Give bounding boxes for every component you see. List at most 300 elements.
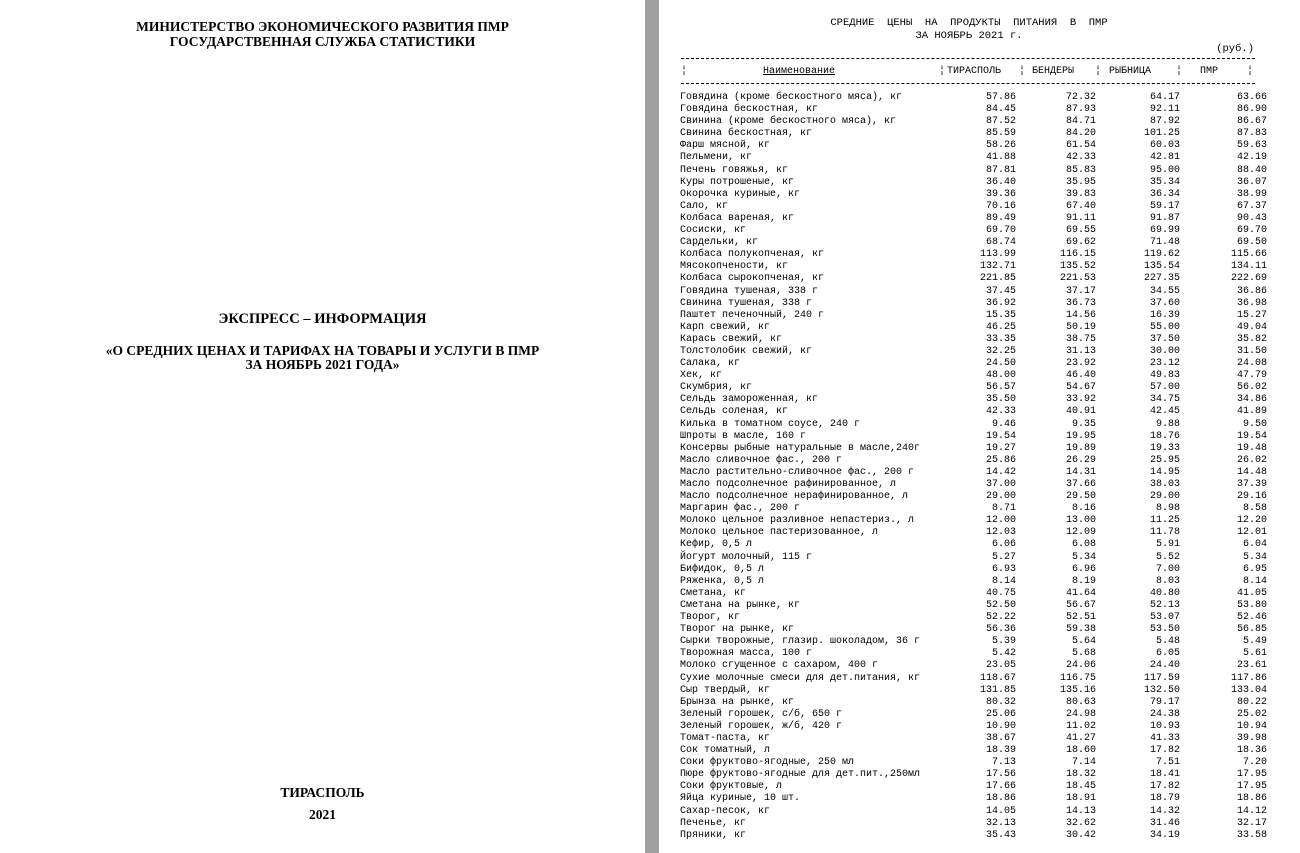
price-tiraspol: 85.59 <box>985 128 1016 140</box>
price-rybnitsa: 60.03 <box>1149 140 1180 152</box>
price-rybnitsa: 35.34 <box>1149 176 1180 188</box>
product-name: Творог, кг <box>680 612 741 624</box>
price-tiraspol: 24.50 <box>985 358 1016 370</box>
table-row <box>680 673 1267 685</box>
product-name: Говядина (кроме бескостного мяса), кг <box>680 92 903 103</box>
price-tiraspol: 19.27 <box>985 442 1016 454</box>
price-bendery: 135.52 <box>1059 261 1096 273</box>
price-rybnitsa: 7.00 <box>1155 563 1180 575</box>
table-row <box>680 419 1267 431</box>
table-row <box>680 757 1267 769</box>
table-row <box>680 116 1267 128</box>
price-bendery: 41.64 <box>1065 587 1096 599</box>
price-bendery: 18.32 <box>1065 769 1096 781</box>
price-pmr: 17.95 <box>1236 769 1267 781</box>
price-pmr: 29.16 <box>1236 491 1267 503</box>
price-rybnitsa: 69.99 <box>1149 225 1180 237</box>
table-row <box>680 298 1267 310</box>
price-tiraspol: 56.57 <box>985 382 1016 394</box>
price-rybnitsa: 42.45 <box>1149 406 1180 418</box>
table-row <box>680 697 1267 709</box>
header-separator: ¦ <box>1019 66 1026 77</box>
price-rybnitsa: 101.25 <box>1143 128 1180 140</box>
product-name: Мясокопчености, кг <box>680 261 789 273</box>
price-tiraspol: 36.40 <box>985 176 1016 188</box>
price-rybnitsa: 8.98 <box>1155 503 1180 515</box>
product-name: Творожная масса, 100 г <box>680 648 813 660</box>
price-tiraspol: 12.03 <box>985 527 1016 539</box>
price-bendery: 46.40 <box>1065 370 1096 382</box>
product-name: Хек, кг <box>680 370 723 382</box>
price-tiraspol: 14.05 <box>985 805 1016 817</box>
price-tiraspol: 5.27 <box>991 551 1016 563</box>
price-tiraspol: 132.71 <box>979 261 1016 273</box>
table-row <box>680 406 1267 418</box>
price-tiraspol: 10.90 <box>985 720 1016 732</box>
price-table-body <box>680 92 1267 842</box>
product-name: Карась свежий, кг <box>680 333 783 345</box>
product-name: Зеленый горошек, ж/б, 420 г <box>680 720 843 732</box>
col-header-name: Наименование <box>763 66 836 77</box>
price-pmr: 36.86 <box>1236 285 1267 297</box>
product-name: Свинина тушеная, 338 г <box>680 297 813 309</box>
price-tiraspol: 69.70 <box>985 225 1016 237</box>
product-name: Окорочка куриные, кг <box>680 188 801 200</box>
header-separator: ¦ <box>1176 66 1183 77</box>
header-separator: ¦ <box>1095 66 1102 77</box>
product-name: Говядина тушеная, 338 г <box>680 285 819 297</box>
product-name: Говядина бескостная, кг <box>680 104 819 116</box>
table-row <box>680 455 1267 467</box>
price-bendery: 6.08 <box>1071 539 1096 551</box>
price-pmr: 56.85 <box>1236 624 1267 636</box>
report-subtitle-line2: ЗА НОЯБРЬ 2021 ГОДА» <box>245 357 400 372</box>
price-rybnitsa: 5.91 <box>1155 539 1180 551</box>
price-tiraspol: 17.56 <box>985 769 1016 781</box>
price-pmr: 6.04 <box>1242 539 1267 551</box>
product-name: Соки фруктовые, л <box>680 781 783 793</box>
table-row <box>680 818 1267 830</box>
col-header-tiraspol: ТИРАСПОЛЬ <box>947 66 1002 77</box>
product-name: Томат-паста, кг <box>680 732 771 744</box>
price-rybnitsa: 5.48 <box>1155 636 1180 648</box>
price-pmr: 88.40 <box>1236 164 1267 176</box>
product-name: Фарш мясной, кг <box>680 140 771 152</box>
product-name: Карп свежий, кг <box>680 321 771 333</box>
price-tiraspol: 7.13 <box>991 757 1016 769</box>
price-tiraspol: 118.67 <box>979 672 1016 684</box>
price-tiraspol: 5.39 <box>991 636 1016 648</box>
price-bendery: 69.55 <box>1065 225 1096 237</box>
price-bendery: 12.09 <box>1065 527 1096 539</box>
price-pmr: 41.89 <box>1236 406 1267 418</box>
table-row <box>680 92 1267 104</box>
price-rybnitsa: 19.33 <box>1149 442 1180 454</box>
price-tiraspol: 6.93 <box>991 563 1016 575</box>
price-tiraspol: 87.52 <box>985 116 1016 128</box>
price-bendery: 14.31 <box>1065 466 1096 478</box>
price-pmr: 12.20 <box>1236 515 1267 527</box>
product-name: Пряники, кг <box>680 829 747 841</box>
price-pmr: 36.98 <box>1236 297 1267 309</box>
price-bendery: 32.62 <box>1065 817 1096 829</box>
price-pmr: 38.99 <box>1236 188 1267 200</box>
price-bendery: 8.16 <box>1071 503 1096 515</box>
price-tiraspol: 29.00 <box>985 491 1016 503</box>
price-tiraspol: 18.39 <box>985 745 1016 757</box>
table-row <box>680 479 1267 491</box>
header-bottom-rule <box>681 83 1255 84</box>
price-pmr: 35.82 <box>1236 333 1267 345</box>
price-tiraspol: 5.42 <box>991 648 1016 660</box>
table-row <box>680 249 1267 261</box>
price-pmr: 8.58 <box>1242 503 1267 515</box>
price-bendery: 18.45 <box>1065 781 1096 793</box>
price-bendery: 116.15 <box>1059 249 1096 261</box>
price-tiraspol: 6.06 <box>991 539 1016 551</box>
price-bendery: 19.89 <box>1065 442 1096 454</box>
price-bendery: 135.16 <box>1059 684 1096 696</box>
price-tiraspol: 32.13 <box>985 817 1016 829</box>
price-bendery: 67.40 <box>1065 200 1096 212</box>
price-bendery: 31.13 <box>1065 345 1096 357</box>
table-header <box>681 66 1255 80</box>
table-row <box>680 564 1267 576</box>
product-name: Колбаса вареная, кг <box>680 212 795 224</box>
price-tiraspol: 40.75 <box>985 587 1016 599</box>
product-name: Толстолобик свежий, кг <box>680 345 813 357</box>
price-bendery: 37.17 <box>1065 285 1096 297</box>
price-bendery: 91.11 <box>1065 212 1096 224</box>
price-pmr: 33.58 <box>1236 829 1267 841</box>
product-name: Йогурт молочный, 115 г <box>680 551 813 563</box>
price-pmr: 26.02 <box>1236 454 1267 466</box>
price-pmr: 47.79 <box>1236 370 1267 382</box>
table-row <box>680 806 1267 818</box>
price-rybnitsa: 117.59 <box>1143 672 1180 684</box>
product-name: Колбаса полукопченая, кг <box>680 249 825 261</box>
price-tiraspol: 8.14 <box>991 575 1016 587</box>
price-tiraspol: 8.71 <box>991 503 1016 515</box>
table-row <box>680 273 1267 285</box>
table-row <box>680 721 1267 733</box>
price-rybnitsa: 34.19 <box>1149 829 1180 841</box>
table-row <box>680 648 1267 660</box>
price-tiraspol: 36.92 <box>985 297 1016 309</box>
price-rybnitsa: 18.76 <box>1149 430 1180 442</box>
price-bendery: 29.50 <box>1065 491 1096 503</box>
price-pmr: 52.46 <box>1236 612 1267 624</box>
price-pmr: 12.01 <box>1236 527 1267 539</box>
price-bendery: 13.00 <box>1065 515 1096 527</box>
price-rybnitsa: 57.00 <box>1149 382 1180 394</box>
product-name: Печень говяжья, кг <box>680 164 789 176</box>
col-header-bendery: БЕНДЕРЫ <box>1032 66 1075 77</box>
price-rybnitsa: 16.39 <box>1149 309 1180 321</box>
price-bendery: 56.67 <box>1065 599 1096 611</box>
price-rybnitsa: 42.81 <box>1149 152 1180 164</box>
table-title-line2: ЗА НОЯБРЬ 2021 г. <box>915 30 1023 42</box>
table-row <box>680 382 1267 394</box>
price-pmr: 19.48 <box>1236 442 1267 454</box>
price-rybnitsa: 37.60 <box>1149 297 1180 309</box>
price-rybnitsa: 34.75 <box>1149 394 1180 406</box>
price-tiraspol: 52.22 <box>985 612 1016 624</box>
price-pmr: 19.54 <box>1236 430 1267 442</box>
product-name: Колбаса сырокопченая, кг <box>680 273 825 285</box>
price-rybnitsa: 64.17 <box>1149 92 1180 103</box>
price-tiraspol: 58.26 <box>985 140 1016 152</box>
price-tiraspol: 89.49 <box>985 212 1016 224</box>
price-pmr: 17.95 <box>1236 781 1267 793</box>
price-pmr: 31.50 <box>1236 345 1267 357</box>
table-row <box>680 588 1267 600</box>
product-name: Молоко сгущенное с сахаром, 400 г <box>680 660 879 672</box>
price-pmr: 69.50 <box>1236 237 1267 249</box>
product-name: Сахар-песок, кг <box>680 805 771 817</box>
price-pmr: 10.94 <box>1236 720 1267 732</box>
table-row <box>680 225 1267 237</box>
table-row <box>680 177 1267 189</box>
price-tiraspol: 87.81 <box>985 164 1016 176</box>
price-bendery: 84.71 <box>1065 116 1096 128</box>
header-separator: ¦ <box>1247 66 1254 77</box>
product-name: Сыр твердый, кг <box>680 684 771 696</box>
table-row <box>680 467 1267 479</box>
price-table <box>680 92 1267 842</box>
table-row <box>680 660 1267 672</box>
price-pmr: 5.34 <box>1242 551 1267 563</box>
table-row <box>680 310 1267 322</box>
price-rybnitsa: 37.50 <box>1149 333 1180 345</box>
table-row <box>680 685 1267 697</box>
price-pmr: 80.22 <box>1236 696 1267 708</box>
price-tiraspol: 37.45 <box>985 285 1016 297</box>
price-pmr: 6.95 <box>1242 563 1267 575</box>
year-label: 2021 <box>309 807 336 822</box>
table-row <box>680 552 1267 564</box>
price-tiraspol: 35.50 <box>985 394 1016 406</box>
price-tiraspol: 39.36 <box>985 188 1016 200</box>
product-name: Молоко цельное разливное непастериз., л <box>680 515 915 527</box>
product-name: Сметана на рынке, кг <box>680 599 801 611</box>
table-row <box>680 503 1267 515</box>
product-name: Масло растительно-сливочное фас., 200 г <box>680 466 915 478</box>
price-bendery: 39.83 <box>1065 188 1096 200</box>
price-pmr: 15.27 <box>1236 309 1267 321</box>
price-bendery: 24.98 <box>1065 708 1096 720</box>
table-row <box>680 491 1267 503</box>
price-bendery: 80.63 <box>1065 696 1096 708</box>
price-rybnitsa: 18.41 <box>1149 769 1180 781</box>
table-row <box>680 612 1267 624</box>
price-bendery: 5.34 <box>1071 551 1096 563</box>
price-pmr: 69.70 <box>1236 225 1267 237</box>
price-rybnitsa: 17.82 <box>1149 745 1180 757</box>
price-rybnitsa: 14.95 <box>1149 466 1180 478</box>
price-rybnitsa: 49.83 <box>1149 370 1180 382</box>
product-name: Сок томатный, л <box>680 745 771 757</box>
price-tiraspol: 25.06 <box>985 708 1016 720</box>
price-pmr: 9.50 <box>1242 418 1267 430</box>
price-bendery: 116.75 <box>1059 672 1096 684</box>
price-rybnitsa: 41.33 <box>1149 732 1180 744</box>
price-bendery: 7.14 <box>1071 757 1096 769</box>
product-name: Килька в томатном соусе, 240 г <box>680 418 861 430</box>
product-name: Пюре фруктово-ягодные для дет.пит.,250мл <box>680 769 921 781</box>
product-name: Сельдь соленая, кг <box>680 406 789 418</box>
price-bendery: 14.13 <box>1065 805 1096 817</box>
price-rybnitsa: 7.51 <box>1155 757 1180 769</box>
price-rybnitsa: 31.46 <box>1149 817 1180 829</box>
price-bendery: 84.20 <box>1065 128 1096 140</box>
price-pmr: 14.48 <box>1236 466 1267 478</box>
price-bendery: 19.95 <box>1065 430 1096 442</box>
product-name: Бифидок, 0,5 л <box>680 563 765 575</box>
price-bendery: 42.33 <box>1065 152 1096 164</box>
price-tiraspol: 9.46 <box>991 418 1016 430</box>
price-pmr: 25.02 <box>1236 708 1267 720</box>
price-rybnitsa: 29.00 <box>1149 491 1180 503</box>
table-row <box>680 261 1267 273</box>
ministry-heading: МИНИСТЕРСТВО ЭКОНОМИЧЕСКОГО РАЗВИТИЯ ПМР <box>136 19 509 34</box>
price-rybnitsa: 53.07 <box>1149 612 1180 624</box>
col-header-pmr: ПМР <box>1200 66 1219 77</box>
table-row <box>680 128 1267 140</box>
price-bendery: 221.53 <box>1059 273 1096 285</box>
price-rybnitsa: 5.52 <box>1155 551 1180 563</box>
price-tiraspol: 48.00 <box>985 370 1016 382</box>
price-pmr: 41.05 <box>1236 587 1267 599</box>
product-name: Масло сливочное фас., 200 г <box>680 454 843 466</box>
product-name: Сухие молочные смеси для дет.питания, кг <box>680 672 921 684</box>
price-rybnitsa: 87.92 <box>1149 116 1180 128</box>
price-rybnitsa: 71.48 <box>1149 237 1180 249</box>
header-separator: ¦ <box>939 66 946 77</box>
price-tiraspol: 52.50 <box>985 599 1016 611</box>
product-name: Свинина (кроме бескостного мяса), кг <box>680 116 897 128</box>
price-pmr: 63.66 <box>1236 92 1267 103</box>
price-bendery: 72.32 <box>1065 92 1096 103</box>
price-tiraspol: 70.16 <box>985 200 1016 212</box>
price-tiraspol: 35.43 <box>985 829 1016 841</box>
report-subtitle-line1: «О СРЕДНИХ ЦЕНАХ И ТАРИФАХ НА ТОВАРЫ И УСЛУГИ В ПМР <box>105 343 540 358</box>
table-row <box>680 431 1267 443</box>
price-bendery: 41.27 <box>1065 732 1096 744</box>
price-bendery: 52.51 <box>1065 612 1096 624</box>
price-pmr: 53.80 <box>1236 599 1267 611</box>
price-tiraspol: 18.86 <box>985 793 1016 805</box>
price-rybnitsa: 59.17 <box>1149 200 1180 212</box>
product-name: Сало, кг <box>680 200 729 212</box>
price-pmr: 90.43 <box>1236 212 1267 224</box>
price-tiraspol: 37.00 <box>985 479 1016 490</box>
price-rybnitsa: 34.55 <box>1149 285 1180 297</box>
price-bendery: 23.92 <box>1065 358 1096 370</box>
price-pmr: 86.67 <box>1236 116 1267 128</box>
price-rybnitsa: 55.00 <box>1149 321 1180 333</box>
product-name: Сардельки, кг <box>680 237 759 249</box>
product-name: Творог на рынке, кг <box>680 624 795 636</box>
price-pmr: 222.69 <box>1230 273 1267 285</box>
price-bendery: 18.60 <box>1065 745 1096 757</box>
price-rybnitsa: 8.03 <box>1155 575 1180 587</box>
price-pmr: 42.19 <box>1236 152 1267 164</box>
table-row <box>680 152 1267 164</box>
price-rybnitsa: 135.54 <box>1143 261 1180 273</box>
table-row <box>680 769 1267 781</box>
price-bendery: 9.35 <box>1071 418 1096 430</box>
price-rybnitsa: 23.12 <box>1149 358 1180 370</box>
price-tiraspol: 12.00 <box>985 515 1016 527</box>
price-rybnitsa: 52.13 <box>1149 599 1180 611</box>
price-bendery: 69.62 <box>1065 237 1096 249</box>
table-row <box>680 201 1267 213</box>
table-row <box>680 515 1267 527</box>
price-tiraspol: 41.88 <box>985 152 1016 164</box>
product-name: Зеленый горошек, с/б, 650 г <box>680 708 843 720</box>
price-bendery: 33.92 <box>1065 394 1096 406</box>
price-rybnitsa: 24.40 <box>1149 660 1180 672</box>
price-rybnitsa: 227.35 <box>1143 273 1180 285</box>
table-row <box>680 358 1267 370</box>
price-pmr: 36.07 <box>1236 176 1267 188</box>
price-pmr: 7.20 <box>1242 757 1267 769</box>
price-tiraspol: 80.32 <box>985 696 1016 708</box>
price-bendery: 24.06 <box>1065 660 1096 672</box>
price-tiraspol: 68.74 <box>985 237 1016 249</box>
price-tiraspol: 84.45 <box>985 104 1016 116</box>
price-table-page <box>659 0 1300 853</box>
table-row <box>680 165 1267 177</box>
price-bendery: 61.54 <box>1065 140 1096 152</box>
product-name: Шпроты в масле, 160 г <box>680 430 807 442</box>
table-row <box>680 793 1267 805</box>
express-info-title: ЭКСПРЕСС – ИНФОРМАЦИЯ <box>218 311 427 327</box>
price-pmr: 59.63 <box>1236 140 1267 152</box>
price-pmr: 115.66 <box>1230 249 1267 261</box>
price-rybnitsa: 53.50 <box>1149 624 1180 636</box>
price-pmr: 56.02 <box>1236 382 1267 394</box>
price-pmr: 18.86 <box>1236 793 1267 805</box>
price-rybnitsa: 17.82 <box>1149 781 1180 793</box>
table-row <box>680 189 1267 201</box>
table-row <box>680 334 1267 346</box>
table-row <box>680 636 1267 648</box>
price-rybnitsa: 91.87 <box>1149 212 1180 224</box>
table-row <box>680 140 1267 152</box>
table-row <box>680 394 1267 406</box>
product-name: Сельдь замороженная, кг <box>680 394 819 406</box>
table-row <box>680 733 1267 745</box>
price-rybnitsa: 38.03 <box>1149 479 1180 490</box>
price-bendery: 85.83 <box>1065 164 1096 176</box>
service-heading: ГОСУДАРСТВЕННАЯ СЛУЖБА СТАТИСТИКИ <box>169 34 476 49</box>
price-pmr: 18.36 <box>1236 745 1267 757</box>
product-name: Соки фруктово-ягодные, 250 мл <box>680 757 855 769</box>
header-top-rule <box>681 58 1255 59</box>
price-tiraspol: 32.25 <box>985 345 1016 357</box>
price-bendery: 5.64 <box>1071 636 1096 648</box>
product-name: Сосиски, кг <box>680 225 747 237</box>
price-bendery: 18.91 <box>1065 793 1096 805</box>
price-bendery: 26.29 <box>1065 454 1096 466</box>
price-bendery: 50.19 <box>1065 321 1096 333</box>
product-name: Масло подсолнечное рафинированное, л <box>680 479 897 490</box>
price-pmr: 34.86 <box>1236 394 1267 406</box>
price-bendery: 36.73 <box>1065 297 1096 309</box>
price-tiraspol: 113.99 <box>979 249 1016 261</box>
